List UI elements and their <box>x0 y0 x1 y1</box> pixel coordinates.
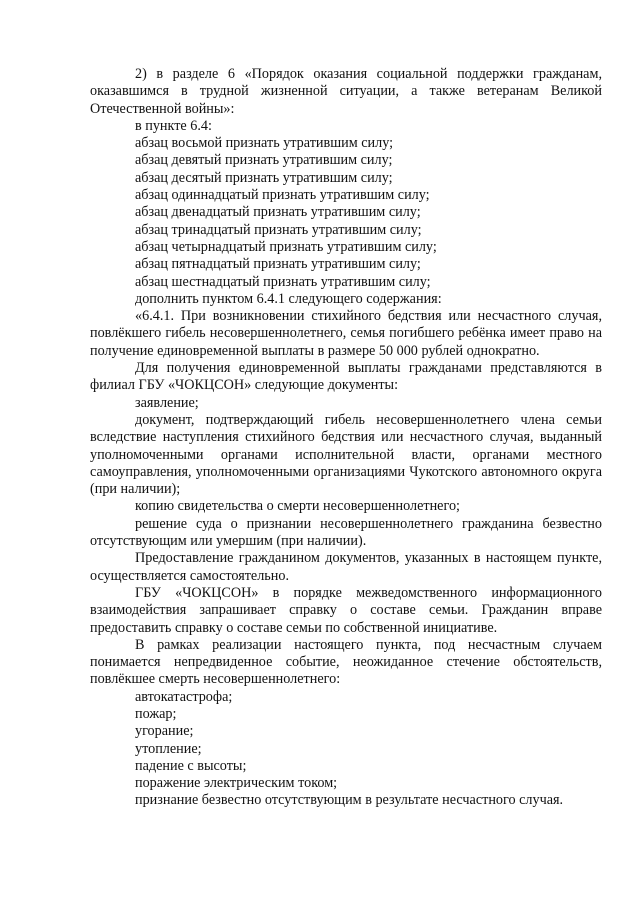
list-line: автокатастрофа; <box>135 688 233 705</box>
list-line: абзац одиннадцатый признать утратившим силу; <box>135 187 430 204</box>
document-page <box>90 66 602 810</box>
list-line: абзац шестнадцатый признать утратившим силу; <box>135 273 431 290</box>
list-line: пожар; <box>135 705 177 722</box>
list-line: абзац двенадцатый признать утратившим силу; <box>135 204 421 221</box>
paragraph: документ, подтверждающий гибель несовершеннолетнего члена семьи вследствие наступления стихийного бедствия или несчастного случая, выданный уполномоченными органами исполнительной власти, органами местного самоуправления, уполномоченными организациями Чукотского автономного округа (при наличии); <box>90 411 602 498</box>
list-line: абзац четырнадцатый признать утратившим силу; <box>135 238 437 255</box>
list-line: признание безвестно отсутствующим в результате несчастного случая. <box>135 792 564 809</box>
list-line: копию свидетельства о смерти несовершеннолетнего; <box>135 498 460 515</box>
list-line: абзац тринадцатый признать утратившим силу; <box>135 221 422 238</box>
list-line: абзац десятый признать утратившим силу; <box>135 169 393 186</box>
paragraph: «6.4.1. При возникновении стихийного бедствия или несчастного случая, повлёкшего гибель несовершеннолетнего, семья погибшего ребёнка имеет право на получение единовременной выплаты в размере 50 000 рублей однократно. <box>90 308 602 359</box>
paragraph: Для получения единовременной выплаты гражданами представляются в филиал ГБУ «ЧОКЦСОН» следующие документы: <box>90 360 602 394</box>
paragraph: решение суда о признании несовершеннолетнего гражданина безвестно отсутствующим или умершим (при наличии). <box>90 515 602 550</box>
list-line: в пункте 6.4: <box>135 117 212 134</box>
list-line: угорание; <box>135 723 194 740</box>
list-line: абзац девятый признать утратившим силу; <box>135 152 393 169</box>
paragraph: В рамках реализации настоящего пункта, под несчастным случаем понимается непредвиденное событие, неожиданное стечение обстоятельств, повлёкшее смерть несовершеннолетнего: <box>90 636 602 688</box>
list-line: заявление; <box>135 394 199 411</box>
paragraph: Предоставление гражданином документов, указанных в настоящем пункте, осуществляется самостоятельно. <box>90 550 602 584</box>
paragraph: 2) в разделе 6 «Порядок оказания социальной поддержки гражданам, оказавшимся в трудной жизненной ситуации, а также ветеранам Великой Отечественной войны»: <box>90 66 602 117</box>
list-line: абзац пятнадцатый признать утратившим силу; <box>135 256 421 273</box>
list-line: падение с высоты; <box>135 757 247 774</box>
list-line: утопление; <box>135 740 202 757</box>
list-line: поражение электрическим током; <box>135 775 338 792</box>
list-line: дополнить пунктом 6.4.1 следующего содержания: <box>135 290 442 307</box>
list-line: абзац восьмой признать утратившим силу; <box>135 135 394 152</box>
paragraph: ГБУ «ЧОКЦСОН» в порядке межведомственного информационного взаимодействия запрашивает справку о составе семьи. Гражданин вправе предоставить справку о составе семьи по собственной инициативе. <box>90 584 602 636</box>
